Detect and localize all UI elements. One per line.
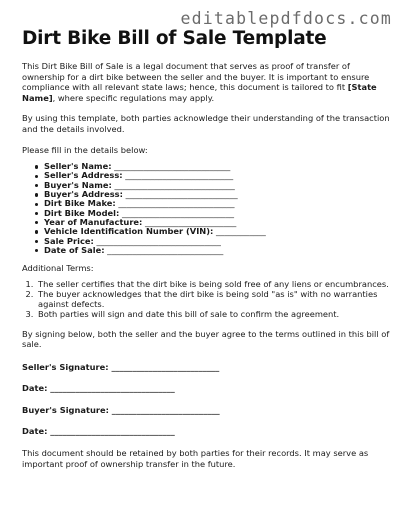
state-name-placeholder: [State Name] — [22, 82, 377, 103]
field-label: Dirt Bike Model: — [44, 207, 120, 218]
field-label: Dirt Bike Make: — [44, 198, 116, 209]
date-blank[interactable]: ______________________________ — [50, 383, 175, 394]
term-item: 2. The buyer acknowledges that the dirt bike is being sold "as is" with no warranties against defects. — [36, 289, 394, 309]
field-date-of-sale — [44, 246, 394, 255]
term-item: 1. The seller certifies that the dirt bike is being sold free of any liens or encumbrances. — [36, 279, 394, 289]
field-blank[interactable]: ___________________________ — [125, 189, 238, 200]
field-label: Buyer's Name: — [44, 179, 112, 190]
buyer-signature-line — [22, 405, 394, 415]
intro-text: This Dirt Bike Bill of Sale is a legal document that serves as proof of transfer of ownership for a dirt bike between the seller and the buyer. It is important to ensure compliance with all relevant state laws; hence, this document is tailored to fit — [22, 61, 370, 93]
field-blank[interactable]: ____________________________ — [107, 244, 224, 255]
acknowledge-paragraph: By using this template, both parties acknowledge their understanding of the transaction and the details involved. — [22, 113, 390, 134]
date-label: Date: — [22, 383, 48, 394]
field-blank[interactable]: ______________________ — [145, 216, 237, 227]
field-blank[interactable]: ____________________________ — [118, 198, 235, 209]
date-label: Date: — [22, 426, 48, 437]
document-title: Dirt Bike Bill of Sale Template — [22, 28, 327, 49]
signature-label: Buyer's Signature: — [22, 404, 109, 415]
terms-list — [22, 279, 394, 319]
field-label: Seller's Address: — [44, 170, 123, 181]
signature-blank[interactable]: __________________________ — [111, 361, 220, 372]
field-label: Vehicle Identification Number (VIN): — [44, 226, 214, 237]
signature-blank[interactable]: __________________________ — [111, 404, 220, 415]
field-blank[interactable]: __________________________ — [125, 170, 234, 181]
site-watermark: editablepdfdocs.com — [180, 9, 392, 28]
field-blank[interactable]: ______________________________ — [96, 235, 221, 246]
field-label: Year of Manufacture: — [44, 216, 143, 227]
field-blank[interactable]: ____________________________ — [114, 161, 231, 172]
fill-prompt: Please fill in the details below: — [22, 144, 148, 155]
field-blank[interactable]: _____________________________ — [114, 179, 235, 190]
terms-heading: Additional Terms: — [22, 263, 94, 274]
details-list — [22, 162, 394, 255]
seller-date-line — [22, 383, 394, 393]
field-blank[interactable]: ____________ — [216, 226, 266, 237]
field-label: Sale Price: — [44, 235, 94, 246]
signature-label: Seller's Signature: — [22, 361, 109, 372]
closing-paragraph: This document should be retained by both parties for their records. It may serve as important proof of ownership transfer in the future. — [22, 447, 369, 469]
intro-paragraph — [22, 61, 394, 103]
seller-signature-line — [22, 362, 394, 372]
intro-text-end: , where specific regulations may apply. — [52, 92, 215, 103]
document-page — [22, 28, 394, 479]
term-item: 3. Both parties will sign and date this bill of sale to confirm the agreement. — [36, 309, 394, 319]
buyer-date-line — [22, 426, 394, 436]
field-label: Date of Sale: — [44, 244, 105, 255]
field-blank[interactable]: ___________________________ — [121, 207, 234, 218]
agreement-paragraph: By signing below, both the seller and the buyer agree to the terms outlined in this bill of sale. — [22, 328, 390, 350]
field-label: Buyer's Address: — [44, 189, 123, 200]
field-label: Seller's Name: — [44, 161, 112, 172]
date-blank[interactable]: ______________________________ — [50, 426, 175, 437]
